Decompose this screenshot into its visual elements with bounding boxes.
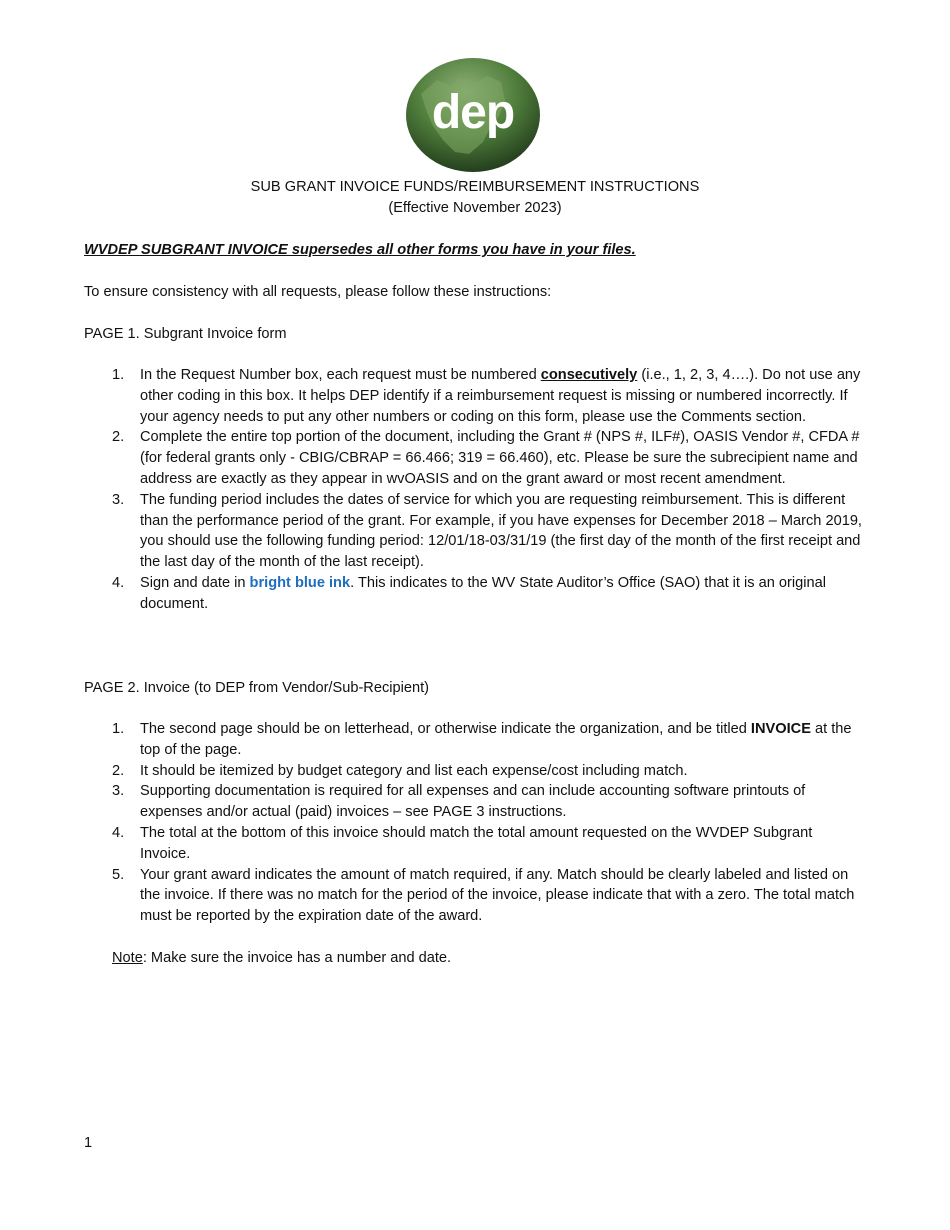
list-item	[84, 719, 866, 761]
item-text: Sign and date in	[140, 574, 250, 591]
item-number: 5.	[112, 866, 125, 883]
logo-text: dep	[431, 86, 515, 139]
item-text: Supporting documentation is required for all expenses and can include accounting software printouts of expenses and/or actual (paid) invoices – see PAGE 3 instructions.	[140, 783, 806, 821]
page-number: 1	[84, 1135, 93, 1151]
page1-heading: PAGE 1. Subgrant Invoice form	[84, 326, 287, 342]
page2-instructions	[84, 719, 866, 927]
note-label: Note	[112, 950, 143, 966]
item-number: 2.	[112, 429, 125, 446]
list-item	[84, 761, 866, 782]
item-number: 3.	[112, 491, 125, 508]
item-text: The second page should be on letterhead, or otherwise indicate the organization, and be titled	[140, 721, 751, 737]
intro-text: To ensure consistency with all requests, please follow these instructions:	[84, 284, 552, 300]
item-text: The total at the bottom of this invoice should match the total amount requested on the WVDEP Subgrant Invoice.	[140, 824, 813, 862]
item-text: . This indicates to the WV State Auditor’s Office (SAO) that it is an original document.	[140, 574, 826, 612]
note-text: : Make sure the invoice has a number and date.	[142, 950, 452, 966]
list-item	[84, 365, 866, 427]
page2-heading: PAGE 2. Invoice (to DEP from Vendor/Sub-Recipient)	[84, 680, 430, 696]
item-number: 3.	[112, 783, 125, 800]
dep-logo	[403, 56, 543, 174]
document-title: SUB GRANT INVOICE FUNDS/REIMBURSEMENT INSTRUCTIONS	[250, 179, 700, 195]
note	[112, 948, 451, 969]
emphasis-blue-ink: bright blue ink	[249, 574, 351, 591]
item-number: 1.	[112, 721, 125, 737]
item-text: at the top of the page.	[140, 721, 852, 758]
item-number: 1.	[112, 367, 125, 383]
item-text: It should be itemized by budget category and list each expense/cost including match.	[140, 762, 688, 779]
item-number: 4.	[112, 574, 125, 591]
list-item	[84, 823, 866, 865]
list-item	[84, 427, 866, 489]
list-item	[84, 490, 866, 573]
list-item	[84, 865, 866, 927]
item-text: In the Request Number box, each request must be numbered	[140, 367, 541, 383]
item-text: The funding period includes the dates of service for which you are requesting reimbursement. This is different than the performance period of the grant. For example, if you have expenses for December 2018 – March 2019, you should use the following funding period: 12/01/18-03/31/19 (the first day of the month of the first receipt and the last day of the month of the last receipt).	[140, 491, 862, 571]
item-number: 2.	[112, 762, 125, 779]
list-item	[84, 781, 866, 823]
list-item	[84, 573, 866, 615]
emphasis-consecutively: consecutively	[540, 367, 638, 383]
supersede-notice: WVDEP SUBGRANT INVOICE supersedes all other forms you have in your files.	[84, 242, 636, 258]
emphasis-invoice: INVOICE	[750, 721, 811, 737]
item-number: 4.	[112, 824, 125, 841]
effective-date: (Effective November 2023)	[388, 200, 562, 216]
item-text: Complete the entire top portion of the document, including the Grant # (NPS #, ILF#), OASIS Vendor #, CFDA # (for federal grants only - CBIG/CBRAP = 66.466; 319 = 66.460), etc. Please be sure the subrecipient name and address are exactly as they appear in wvOASIS and on the grant award or most recent amendment.	[140, 429, 860, 487]
item-text: Your grant award indicates the amount of match required, if any. Match should be clearly labeled and listed on the invoice. If there was no match for the period of the invoice, please indicate that with a zero. The total match must be reported by the expiration date of the award.	[140, 866, 855, 925]
item-text: (i.e., 1, 2, 3, 4….). Do not use any other coding in this box. It helps DEP identify if a reimbursement request is missing or numbered incorrectly. If your agency needs to put any other numbers or coding on this form, please use the Comments section.	[140, 367, 861, 425]
page1-instructions	[84, 365, 866, 615]
